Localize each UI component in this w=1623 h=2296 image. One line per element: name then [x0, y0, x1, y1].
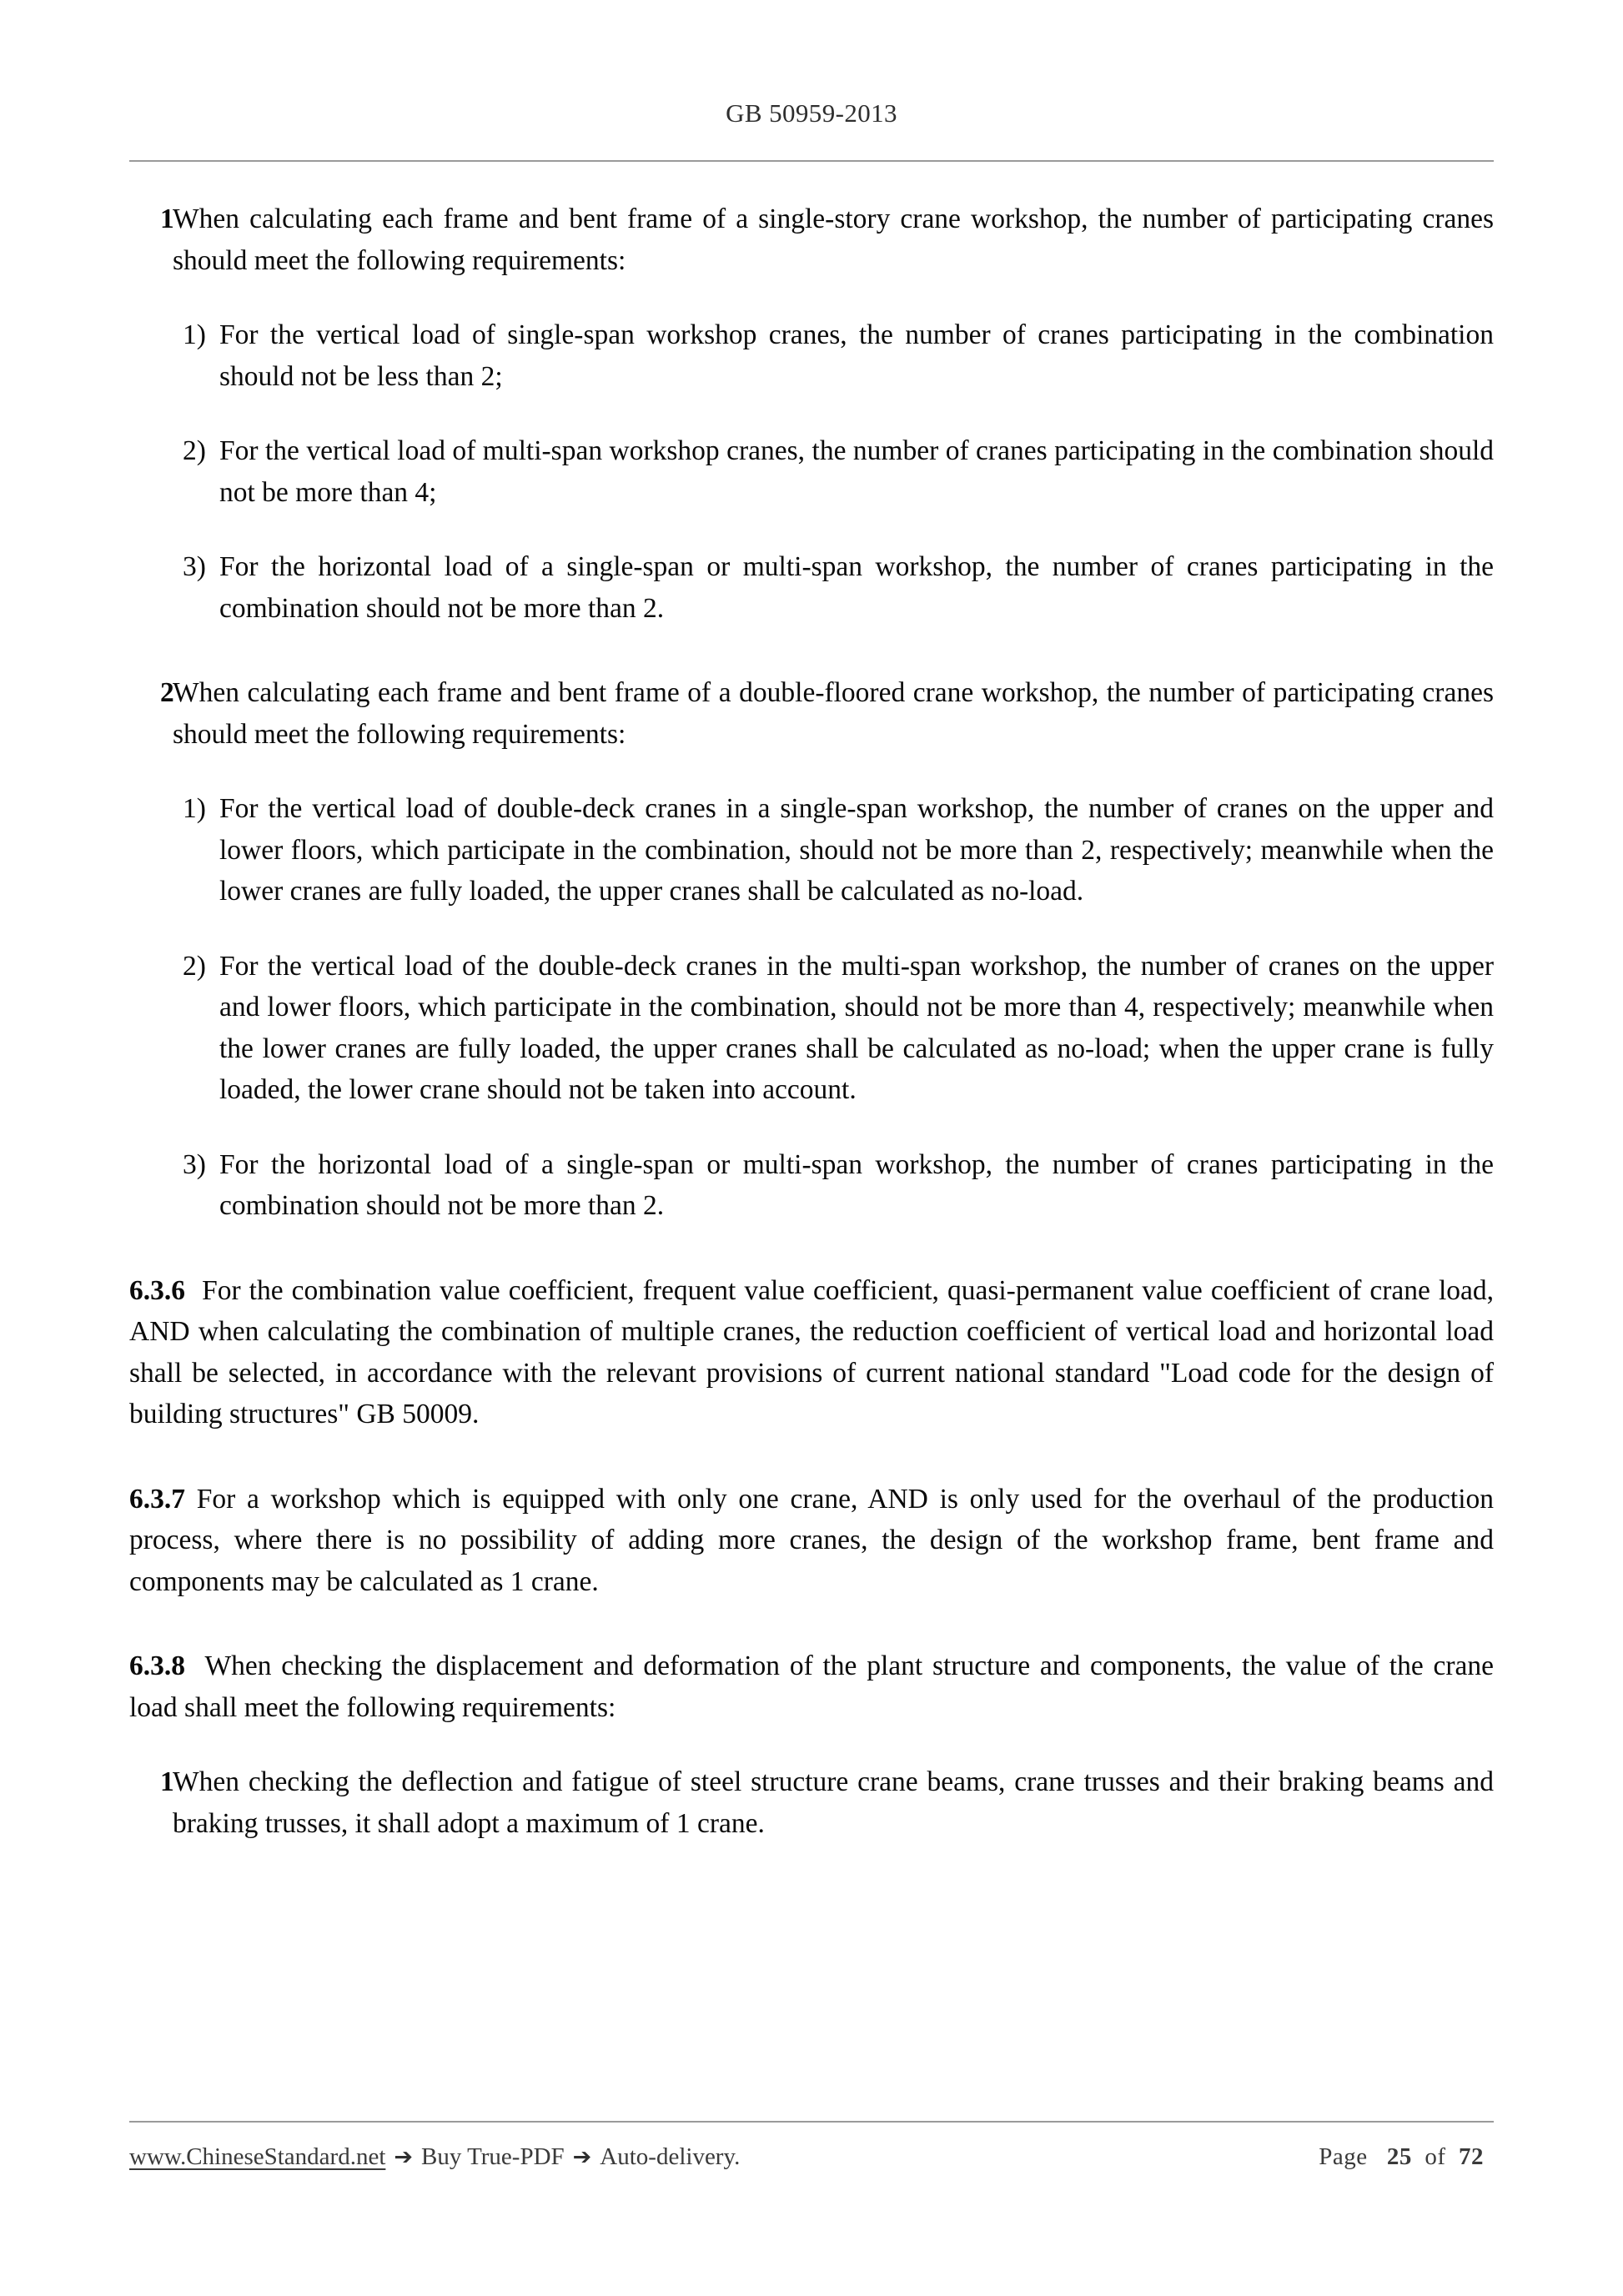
- list-item-text: When checking the deflection and fatigue of steel structure crane beams, crane trusses and their braking beams and braking trusses, it shall adopt a maximum of 1 crane.: [173, 1766, 1494, 1839]
- list-marker: 2): [183, 950, 206, 982]
- spacer: [129, 1750, 1494, 1761]
- list-item-1-1: [129, 314, 1494, 397]
- section-text: For a workshop which is equipped with only one crane, AND is only used for the overhaul of the production process, where there is no possibility of adding more cranes, the design of the workshop frame, bent frame and components may be calculated as 1 crane.: [129, 1483, 1494, 1597]
- spacer: [129, 535, 1494, 546]
- list-item-text: For the vertical load of the double-deck cranes in the multi-span workshop, the number of cranes on the upper and lower floors, which participate in the combination, should not be more than 4, respectively; meanwhile when the lower cranes are fully loaded, the upper cranes shall be calculated as no-load; when the upper crane is fully loaded, the lower crane should not be taken into account.: [219, 950, 1494, 1105]
- footer-divider: [129, 2121, 1494, 2123]
- spacer: [129, 1457, 1494, 1479]
- section-6-3-7: [129, 1479, 1494, 1603]
- section-6-3-8: [129, 1645, 1494, 1728]
- page-header: [129, 98, 1494, 128]
- list-item-2-1: [129, 788, 1494, 912]
- list-item-2-3: [129, 1144, 1494, 1227]
- section-spacer: [185, 1275, 202, 1306]
- website-link[interactable]: www.ChineseStandard.net: [129, 2143, 386, 2170]
- list-marker: 2): [183, 435, 206, 466]
- delivery-label: Auto-delivery.: [600, 2143, 741, 2170]
- of-label: of: [1425, 2143, 1446, 2170]
- list-item-text: For the vertical load of single-span workshop cranes, the number of cranes participating in the combination should not be less than 2;: [219, 319, 1494, 392]
- list-marker: 3): [183, 551, 206, 582]
- list-marker: 2: [160, 677, 174, 708]
- section-text: For the combination value coefficient, frequent value coefficient, quasi-permanent value coefficient of crane load, AND when calculating the combination of multiple cranes, the reduction coefficient of vertical load and horizontal load shall be selected, in accordance with the relevant provisions of current national standard "Load code for the design of building structures" GB 50009.: [129, 1274, 1495, 1429]
- list-marker: 1: [160, 203, 174, 234]
- list-item-6-3-8-1: [129, 1761, 1494, 1844]
- list-item-1-2: [129, 430, 1494, 513]
- buy-label: Buy True-PDF: [421, 2143, 565, 2170]
- spacer: [129, 1133, 1494, 1144]
- section-6-3-6: [129, 1270, 1494, 1435]
- list-item-text: When calculating each frame and bent frame of a double-floored crane workshop, the number of participating cranes should meet the following requirements:: [173, 677, 1494, 750]
- list-item-text: For the vertical load of multi-span workshop cranes, the number of cranes participating in the combination should not be more than 4;: [219, 435, 1494, 508]
- section-spacer: [185, 1650, 205, 1681]
- list-item-text: When calculating each frame and bent frame of a single-story crane workshop, the number of participating cranes should meet the following requirements:: [173, 203, 1494, 276]
- list-item-2-2: [129, 946, 1494, 1111]
- footer-promo: [129, 2143, 740, 2171]
- header-divider: [129, 160, 1494, 162]
- spacer: [129, 651, 1494, 672]
- page-label: Page: [1319, 2143, 1368, 2170]
- list-item-text: For the vertical load of double-deck cranes in a single-span workshop, the number of cranes on the upper and lower floors, which participate in the combination, should not be more than 2, respectively; meanwhile when the lower cranes are fully loaded, the upper cranes shall be calculated as no-load.: [219, 793, 1494, 907]
- spacer: [129, 934, 1494, 946]
- arrow-right-icon: ➔: [394, 2144, 414, 2169]
- list-item-text: For the horizontal load of a single-span or multi-span workshop, the number of cranes participating in the combination should not be more than 2.: [219, 1148, 1494, 1221]
- list-item-text: For the horizontal load of a single-span or multi-span workshop, the number of cranes participating in the combination should not be more than 2.: [219, 551, 1494, 624]
- spacer: [129, 776, 1494, 788]
- list-marker: 1): [183, 793, 206, 824]
- page-indicator: [1319, 2143, 1494, 2171]
- list-marker: 1: [160, 1766, 174, 1797]
- page-footer: [129, 2143, 1494, 2171]
- list-item-1: [129, 198, 1494, 281]
- section-spacer: [185, 1484, 197, 1515]
- section-number: 6.3.7: [129, 1483, 185, 1515]
- current-page-number: 25: [1386, 2143, 1412, 2170]
- total-page-number: 72: [1459, 2143, 1484, 2170]
- list-marker: 3): [183, 1148, 206, 1180]
- standard-code-header: GB 50959-2013: [726, 98, 897, 128]
- page-content: [129, 198, 1494, 1866]
- section-number: 6.3.6: [129, 1274, 185, 1306]
- spacer: [129, 1248, 1494, 1270]
- spacer: [129, 1624, 1494, 1645]
- section-text: When checking the displacement and deformation of the plant structure and components, the value of the crane load shall meet the following requirements:: [129, 1650, 1494, 1723]
- list-item-1-3: [129, 546, 1494, 629]
- arrow-right-icon: ➔: [572, 2144, 592, 2169]
- spacer: [129, 303, 1494, 314]
- list-marker: 1): [183, 319, 206, 350]
- section-number: 6.3.8: [129, 1650, 185, 1681]
- spacer: [129, 419, 1494, 430]
- list-item-2: [129, 672, 1494, 755]
